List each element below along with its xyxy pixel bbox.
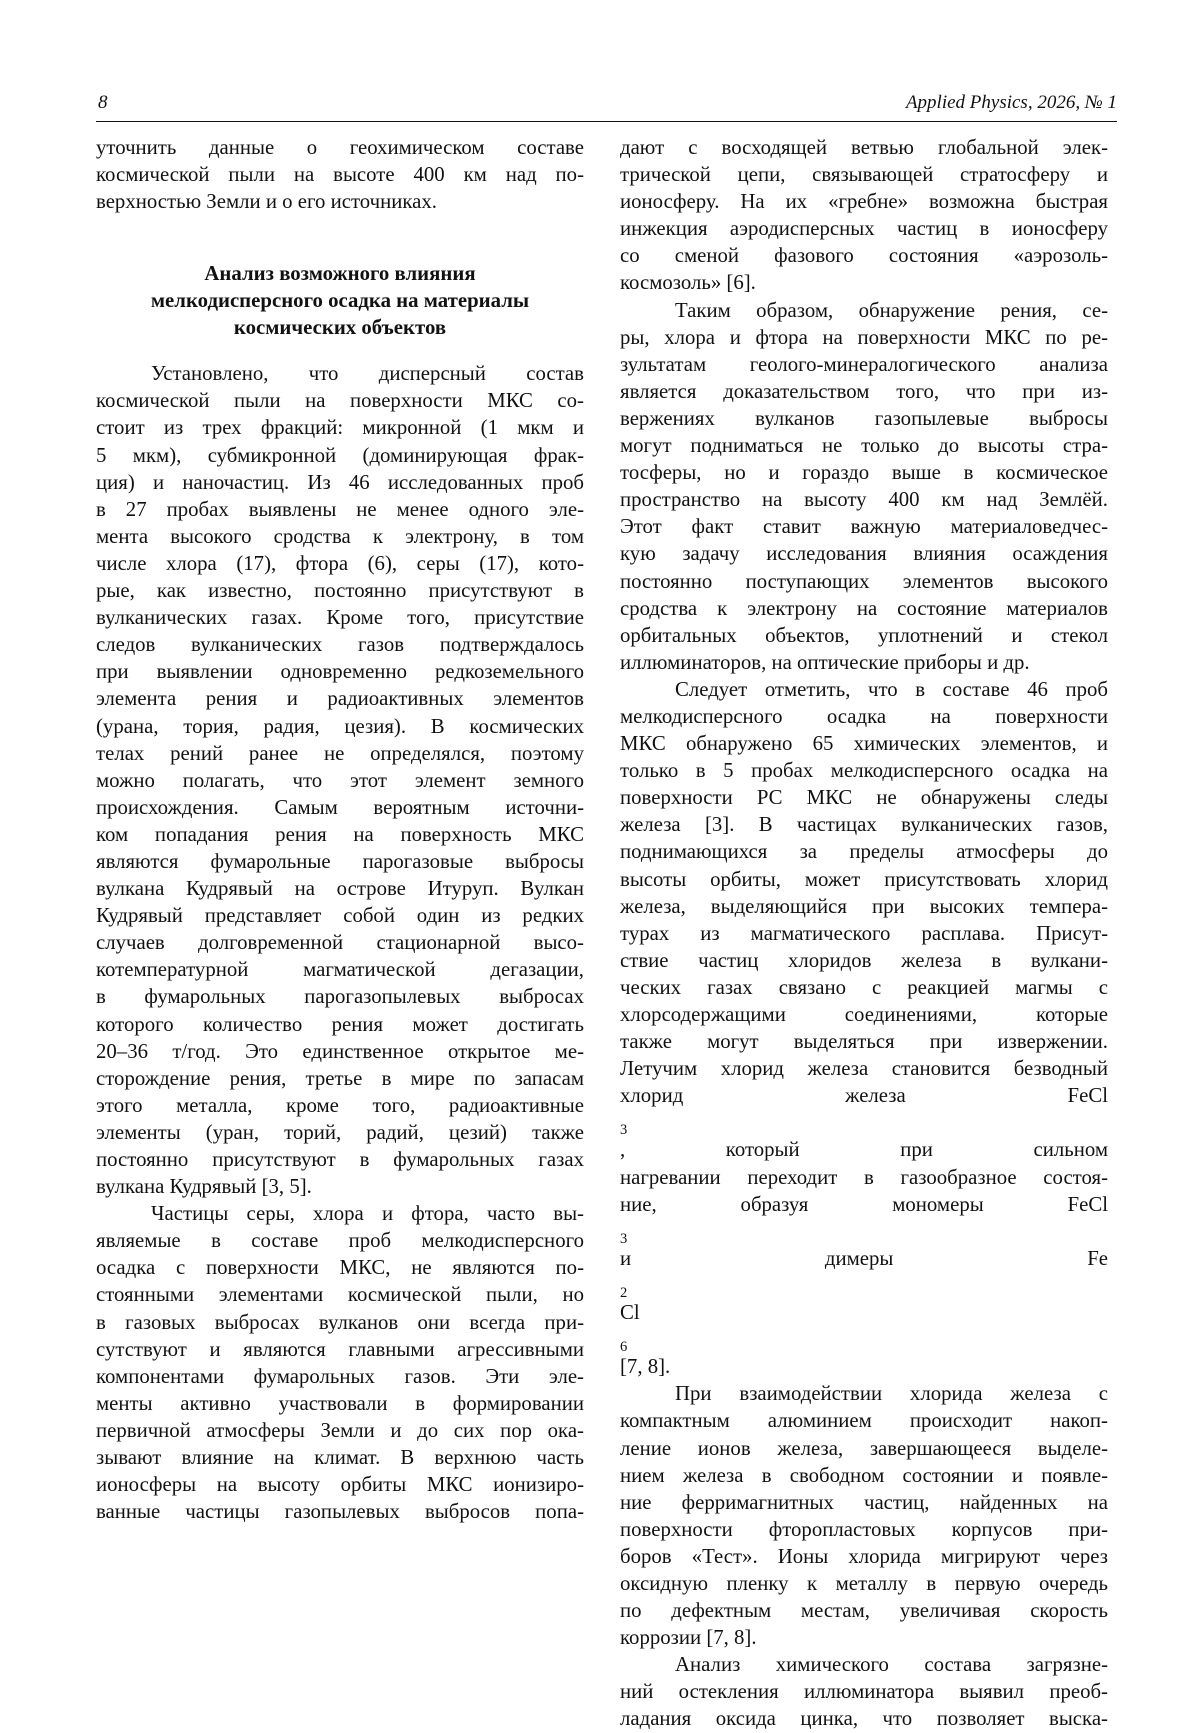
- text-line: Этот факт ставит важную материаловедчес-: [620, 515, 1108, 539]
- text-line: оксидную пленку к металлу в первую очередь: [620, 1571, 1108, 1595]
- text-line: являются фумарольные парогазовые выбросы: [96, 849, 584, 873]
- text-line: Анализ возможного влияния: [204, 262, 476, 286]
- text-line: высоты орбиты, может присутствовать хлорид: [620, 867, 1108, 891]
- text-line: Анализ химического состава загрязне-: [675, 1653, 1108, 1677]
- text-line: ческих газах связано с реакцией магмы с: [620, 975, 1108, 999]
- header-rule: [96, 121, 1117, 122]
- text-line: Таким образом, обнаружение рения, се-: [675, 298, 1108, 322]
- text-line: котемпературной магматической дегазации,: [96, 958, 584, 982]
- text-line: зывают влияние на климат. В верхнюю часть: [96, 1446, 584, 1470]
- text-line: следов вулканических газов подтверждалось: [96, 633, 584, 657]
- formula-line: ние, образуя мономеры FeCl $_3$ и димеры Fe $_2$ Cl $_6$: [620, 1192, 1108, 1356]
- paragraph-zinc: [620, 1651, 1108, 1732]
- text-line: 5 мкм), субмикронной (доминирующая фрак-: [96, 443, 584, 467]
- text-line: могут подниматься не только до высоты стра-: [620, 434, 1108, 458]
- text-line: поверхности РС МКС не обнаружены следы: [620, 786, 1108, 810]
- text-line: постоянно поступающих элементов высокого: [620, 569, 1108, 593]
- text-line: космической пыли на высоте 400 км над по-: [96, 163, 584, 187]
- text-line: коррозии [7, 8].: [620, 1626, 757, 1650]
- text-line: элемента рения и радиоактивных элементов: [96, 687, 584, 711]
- text-line: сутствуют и являются главными агрессивными: [96, 1337, 584, 1361]
- text-line: железа [3]. В частицах вулканических газов,: [620, 813, 1108, 837]
- text-line: можно полагать, что этот элемент земного: [96, 768, 584, 792]
- text-line: орбитальных объектов, уплотнений и стекол: [620, 623, 1108, 647]
- text-line: вулкана Кудрявый [3, 5].: [96, 1175, 312, 1199]
- running-header: [96, 90, 1117, 120]
- text-line: числе хлора (17), фтора (6), серы (17), кото-: [96, 551, 584, 575]
- text-line: постоянно присутствуют в фумарольных газах: [96, 1148, 584, 1171]
- text-line: этого металла, кроме того, радиоактивные: [96, 1093, 584, 1117]
- text-line: ний остекления иллюминатора выявил преоб-: [620, 1680, 1108, 1704]
- text-line: Кудрявый представляет собой один из редких: [96, 904, 584, 928]
- text-line: тосферы, но и гораздо выше в космическое: [620, 461, 1108, 485]
- section-heading: [96, 260, 584, 341]
- text-line: ние ферримагнитных частиц, найденных на: [620, 1490, 1108, 1514]
- text-line: компонентами фумарольных газов. Эти эле-: [96, 1364, 584, 1388]
- text-line: нием железа в свободном состоянии и появле-: [620, 1463, 1108, 1487]
- text-line: пространство на высоту 400 км над Землёй.: [620, 488, 1108, 512]
- text-line: кую задачу исследования влияния осаждения: [620, 542, 1108, 566]
- text-line: случаев долговременной стационарной высо-: [96, 931, 584, 955]
- text-line: со сменой фазового состояния «аэрозоль-: [620, 244, 1108, 268]
- text-line: Установлено, что дисперсный состав: [151, 362, 584, 386]
- text-line: также могут выделяться при извержении.: [620, 1030, 1108, 1054]
- paragraph-conclusion: [620, 297, 1108, 676]
- text-line: только в 5 пробах мелкодисперсного осадка на: [620, 759, 1108, 783]
- text-line: космической пыли на поверхности МКС со-: [96, 389, 584, 413]
- text-line: железа, выделяющийся при высоких темпера-: [620, 894, 1108, 918]
- left-column: [96, 134, 584, 1525]
- text-line: боров «Тест». Ионы хлорида мигрируют через: [620, 1544, 1108, 1568]
- intro-paragraph: [96, 134, 584, 215]
- text-line: мента высокого сродства к электрону, в том: [96, 524, 584, 548]
- paragraph-dispersion: [96, 360, 584, 1200]
- paragraph-particles: [96, 1200, 584, 1525]
- paragraph-continuation: [620, 134, 1108, 297]
- text-line: космических объектов: [233, 316, 447, 340]
- paragraph-corrosion: [620, 1380, 1108, 1651]
- text-line: турах из магматического расплава. Присут-: [620, 921, 1108, 945]
- text-line: в фумарольных парогазопылевых выбросах: [96, 985, 584, 1009]
- text-line: ионосферу. На их «гребне» возможна быстрая: [620, 190, 1108, 214]
- text-line: зультатам геолого-минералогического анализа: [620, 352, 1108, 376]
- text-line: в газовых выбросах вулканов они всегда при-: [96, 1310, 584, 1334]
- text-line: дают с восходящей ветвью глобальной элек-: [620, 136, 1108, 159]
- text-line: мелкодисперсного осадка на поверхности: [620, 704, 1108, 728]
- text-line: ком попадания рения на поверхность МКС: [96, 822, 584, 846]
- text-line: телах рений ранее не определялся, поэтому: [96, 741, 584, 765]
- text-line: При взаимодействии хлорида железа с: [675, 1382, 1108, 1406]
- text-line: элементы (уран, торий, радий, цезий) также: [96, 1120, 584, 1144]
- text-line: поверхности фторопластовых корпусов при-: [620, 1517, 1108, 1541]
- text-line: ладания оксида цинка, что позволяет выска-: [620, 1707, 1108, 1731]
- text-line: космозоль» [6].: [620, 271, 756, 295]
- text-line: при выявлении одновременно редкоземельного: [96, 660, 584, 684]
- text-line: ионосферы на высоту орбиты МКС ионизиро-: [96, 1473, 584, 1497]
- text-line: является доказательством того, что при из-: [620, 379, 1108, 403]
- journal-title: Applied Physics, 2026, № 1: [905, 92, 1117, 113]
- text-line: сторождение рения, третье в мире по запасам: [96, 1066, 584, 1090]
- text-line: которого количество рения может достигать: [96, 1012, 584, 1036]
- text-line: ры, хлора и фтора на поверхности МКС по ре-: [620, 325, 1108, 349]
- text-line: ция) и наночастиц. Из 46 исследованных проб: [96, 470, 584, 494]
- text-line: компактным алюминием происходит накоп-: [620, 1409, 1108, 1433]
- text-line: стоянными элементами космической пыли, но: [96, 1283, 584, 1307]
- text-line: вулкана Кудрявый на острове Итуруп. Вулкан: [96, 877, 584, 901]
- text-line: [7, 8].: [620, 1355, 671, 1379]
- text-line: вулканических газах. Кроме того, присутствие: [96, 606, 584, 630]
- text-line: стоит из трех фракций: микронной (1 мкм и: [96, 416, 584, 440]
- text-line: ление ионов железа, завершающееся выделе-: [620, 1436, 1108, 1460]
- formula-line: хлорид железа FeCl $_3$ , который при сильном: [620, 1084, 1108, 1162]
- text-line: первичной атмосферы Земли и до сих пор ока-: [96, 1418, 584, 1442]
- text-line: ствие частиц хлоридов железа в вулкани-: [620, 948, 1108, 972]
- text-line: Следует отметить, что в составе 46 проб: [675, 677, 1108, 701]
- text-line: уточнить данные о геохимическом составе: [96, 136, 584, 159]
- text-line: поднимающихся за пределы атмосферы до: [620, 840, 1108, 864]
- text-line: осадка с поверхности МКС, не являются по-: [96, 1256, 584, 1280]
- text-line: Частицы серы, хлора и фтора, часто вы-: [151, 1202, 584, 1226]
- text-line: Летучим хлорид железа становится безводный: [620, 1057, 1108, 1081]
- text-line: (урана, тория, радия, цезия). В космических: [96, 714, 584, 738]
- right-column: [620, 134, 1108, 1733]
- paragraph-iron: [620, 676, 1108, 1082]
- paragraph-iron-formula: [620, 1082, 1108, 1380]
- text-line: происхождения. Самым вероятным источни-: [96, 795, 584, 819]
- text-line: вержениях вулканов газопылевые выбросы: [620, 406, 1108, 430]
- page-number: 8: [98, 92, 108, 113]
- text-line: инжекция аэродисперсных частиц в ионосферу: [620, 217, 1108, 241]
- text-line: по дефектным местам, увеличивая скорость: [620, 1599, 1108, 1623]
- text-line: нагревании переходит в газообразное состоя-: [620, 1165, 1108, 1189]
- text-line: в 27 пробах выявлены не менее одного эле-: [96, 497, 584, 521]
- text-line: мелкодисперсного осадка на материалы: [150, 289, 530, 313]
- text-line: трической цепи, связывающей стратосферу и: [620, 163, 1108, 187]
- text-line: МКС обнаружено 65 химических элементов, и: [620, 732, 1108, 756]
- text-line: ванные частицы газопылевых выбросов попа-: [96, 1500, 584, 1524]
- text-line: иллюминаторов, на оптические приборы и др.: [620, 650, 1030, 674]
- text-line: 20–36 т/год. Это единственное открытое ме-: [96, 1039, 584, 1063]
- text-line: хлорсодержащими соединениями, которые: [620, 1003, 1108, 1026]
- text-line: менты активно участвовали в формировании: [96, 1391, 584, 1415]
- text-line: верхностью Земли и о его источниках.: [96, 190, 437, 214]
- text-line: рые, как известно, постоянно присутствуют в: [96, 579, 584, 603]
- text-line: сродства к электрону на состояние материалов: [620, 596, 1108, 620]
- text-line: являемые в составе проб мелкодисперсного: [96, 1229, 584, 1253]
